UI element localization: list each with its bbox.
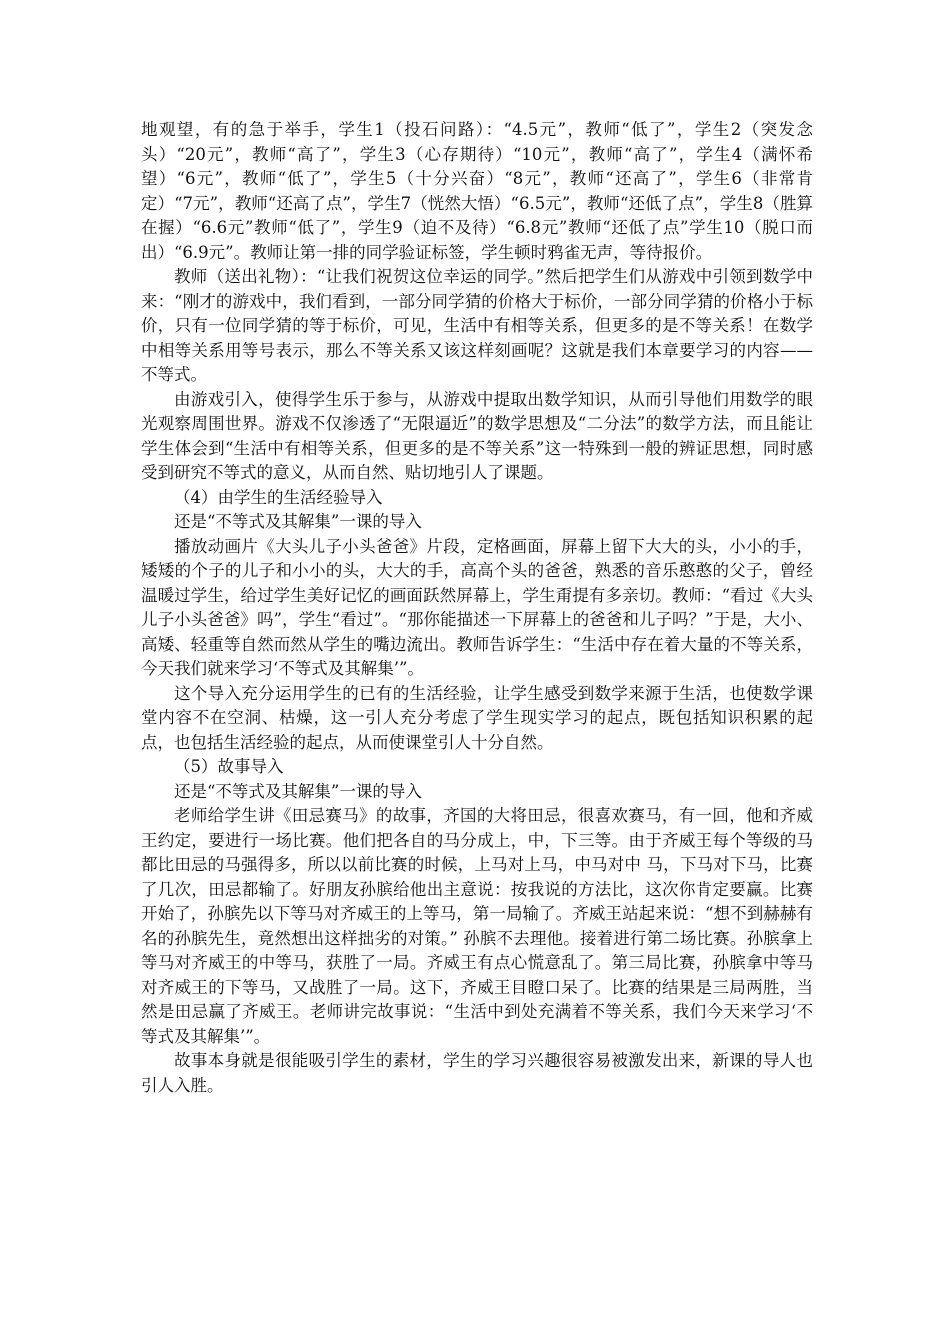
paragraph-continued-guessing-game: 地观望，有的急于举手，学生1（投石问路）：“4.5元”，教师“低了”，学生2（突发念头）“20元”，教师“高了”，学生3（心存期待）“10元”，教师“高了”，学生4（满怀希望）“6元”，教师“低了”，学生5（十分兴奋）“8元”，教师“还高了”，学生6（非常肯定）“7元”，教师“还高了点”，学生7（恍然大悟）“6.5元”，教师“还低了点”，学生8（胜算在握）“6.6元”教师“低了”，学生9（迫不及待）“6.8元”教师“还低了点”学生10（脱口而出）“6.9元”。教师让第一排的同学验证标签，学生顿时鸦雀无声，等待报价。 [141, 120, 813, 262]
paragraph-horse-race-story: 老师给学生讲《田忌赛马》的故事，齐国的大将田忌，很喜欢赛马，有一回，他和齐威王约定，要进行一场比赛。他们把各自的马分成上，中，下三等。由于齐威王每个等级的马都比田忌的马强得多，所以以前比赛的时候，上马对上马，中马对中 马，下马对下马，比赛了几次，田忌都输了。好朋友孙膑给他出主意说：按我说的方法比，这次你肯定要赢。比赛开始了，孙膑先以下等马对齐威王的上等马，第一局输了。齐威王站起来说：“想不到赫赫有名的孙膑先生，竟然想出这样拙劣的对策。” 孙膑不去理他。接着进行第二场比赛。孙膑拿上等马对齐威王的中等马，获胜了一局。齐威王有点心慌意乱了。第三局比赛，孙膑拿中等马对齐威王的下等马，又战胜了一局。这下，齐威王目瞪口呆了。比赛的结果是三局两胜，当然是田忌赢了齐威王。老师讲完故事说：“生活中到处充满着不等关系，我们今天来学习‘不等式及其解集’”。 [141, 806, 813, 1046]
section-heading-life-experience: （4）由学生的生活经验导入 [174, 487, 383, 507]
paragraph-life-experience-commentary: 这个导入充分运用学生的已有的生活经验，让学生感受到数学来源于生活，也使数学课堂内容不在空洞、枯燥，这一引人充分考虑了学生现实学习的起点，既包括知识积累的起点，也包括生活经验的起点，从而使课堂引人十分自然。 [141, 683, 813, 752]
section-heading-story: （5）故事导入 [174, 757, 284, 776]
document-body [141, 118, 813, 1098]
paragraph-story-commentary: 故事本身就是很能吸引学生的素材，学生的学习兴趣很容易被激发出来，新课的导人也引人入胜。 [141, 1051, 813, 1095]
paragraph-cartoon-intro: 播放动画片《大头儿子小头爸爸》片段，定格画面，屏幕上留下大大的头，小小的手，矮矮的个子的儿子和小小的头，大大的手，高高个头的爸爸，熟悉的音乐憨憨的父子，曾经温暖过学生，给过学生美好记忆的画面跃然屏幕上，学生甭提有多亲切。教师：“看过《大头儿子小头爸爸》吗”，学生“看过”。“那你能描述一下屏幕上的爸爸和儿子吗？”于是，大小、高矮、轻重等自然而然从学生的嘴边流出。教师告诉学生：“生活中存在着大量的不等关系，今天我们就来学习‘不等式及其解集’”。 [141, 536, 813, 678]
lesson-subtitle-2: 还是“不等式及其解集”一课的导入 [174, 781, 422, 801]
lesson-subtitle-1: 还是“不等式及其解集”一课的导入 [174, 512, 422, 531]
paragraph-teacher-gift: 教师（送出礼物）：“让我们祝贺这位幸运的同学。”然后把学生们从游戏中引领到数学中来：“刚才的游戏中，我们看到，一部分同学猜的价格大于标价，一部分同学猜的价格小于标价，只有一位同学猜的等于标价，可见，生活中有相等关系，但更多的是不等关系！在数学中相等关系用等号表示，那么不等关系又该这样刻画呢？这就是我们本章要学习的内容——不等式。 [141, 267, 813, 384]
paragraph-game-commentary: 由游戏引入，使得学生乐于参与，从游戏中提取出数学知识，从而引导他们用数学的眼光观察周围世界。游戏不仅渗透了“无限逼近”的数学思想及“二分法”的数学方法，而且能让学生体会到“生活中有相等关系，但更多的是不等关系”这一特殊到一般的辨证思想，同时感受到研究不等式的意义，从而自然、贴切地引人了课题。 [141, 389, 813, 482]
